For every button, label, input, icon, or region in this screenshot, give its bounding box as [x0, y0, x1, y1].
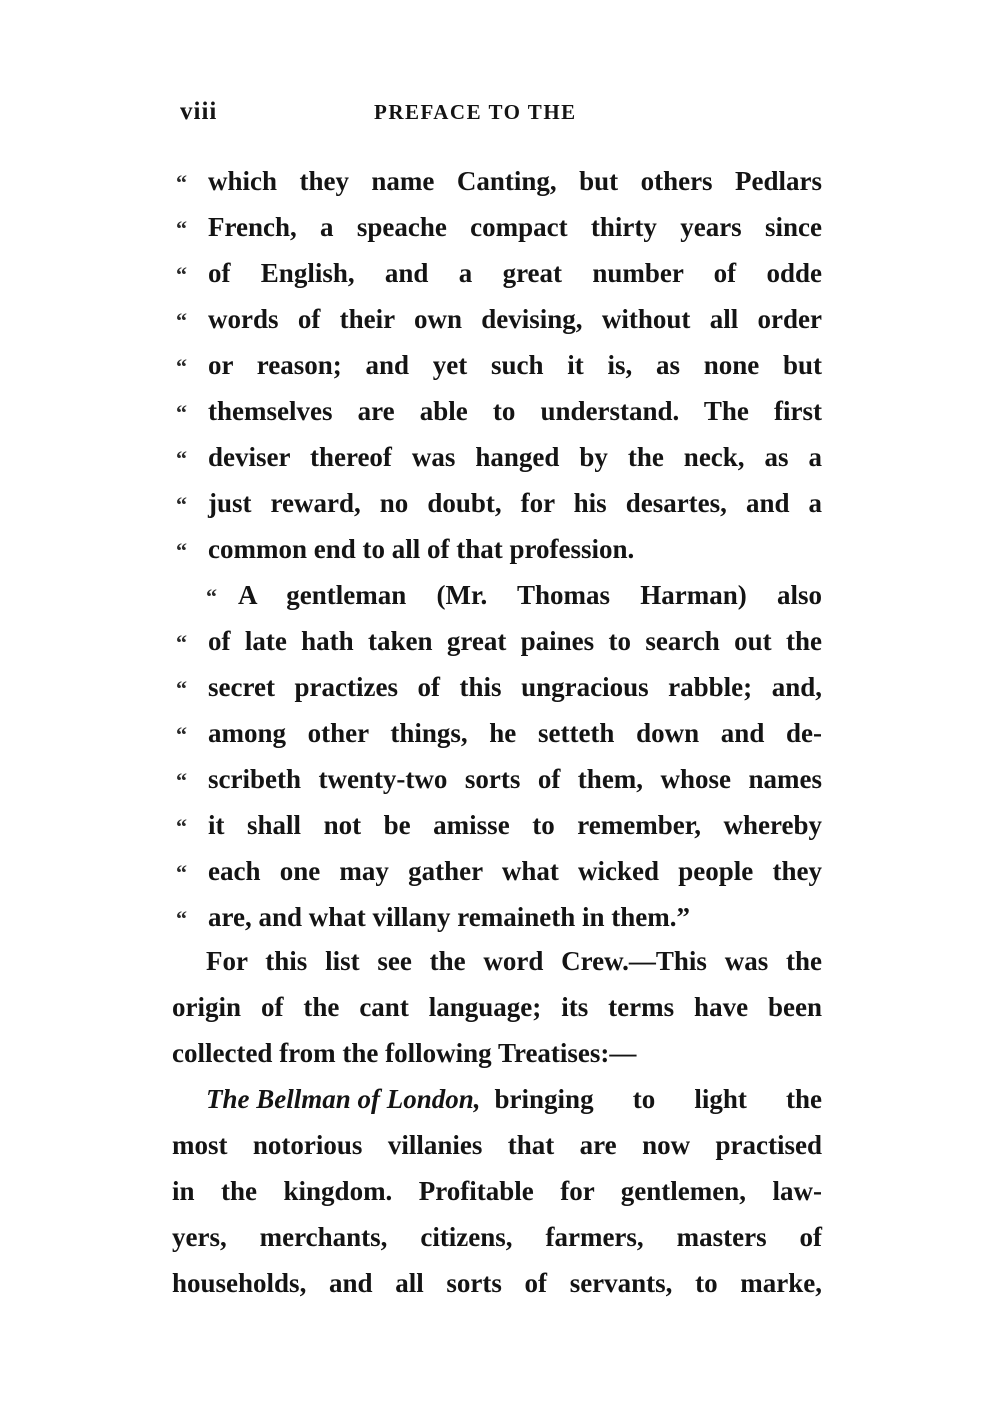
line-text: scribeth twenty-two sorts of them, whose names [208, 764, 822, 794]
text-line [172, 526, 822, 572]
line-text: most notorious villanies that are now practised [172, 1130, 822, 1160]
book-title: The Bellman of London, [206, 1084, 481, 1114]
paragraph-2 [172, 1076, 822, 1306]
text-line [172, 802, 822, 848]
line-text: or reason; and yet such it is, as none but [208, 350, 822, 380]
line-text: of English, and a great number of odde [208, 258, 822, 288]
line-text: bringing to light the [494, 1084, 822, 1114]
quote-mark: “ [176, 262, 187, 287]
quote-mark: “ [176, 814, 187, 839]
text-line [172, 848, 822, 894]
quote-mark: “ [176, 860, 187, 885]
running-head: PREFACE TO THE [374, 100, 577, 124]
text-line [172, 342, 822, 388]
page-header [172, 98, 822, 132]
text-line [172, 572, 822, 618]
line-text: French, a speache compact thirty years since [208, 212, 822, 242]
line-text: of late hath taken great paines to search out the [208, 626, 822, 656]
quote-mark: “ [176, 676, 187, 701]
text-line [172, 1214, 822, 1260]
text-line [172, 1168, 822, 1214]
quote-mark: “ [176, 308, 187, 333]
quote-block-1 [172, 158, 822, 572]
line-text: are, and what villany remaineth in them.” [208, 902, 691, 932]
text-line [172, 1076, 822, 1122]
text-line [172, 388, 822, 434]
quote-mark: “ [176, 170, 187, 195]
line-text: deviser thereof was hanged by the neck, as a [208, 442, 822, 472]
paragraph-1 [172, 938, 822, 1076]
quote-mark: “ [176, 538, 187, 563]
text-line [172, 250, 822, 296]
text-line [172, 1030, 822, 1076]
quote-mark: “ [176, 400, 187, 425]
line-text: just reward, no doubt, for his desartes, and a [208, 488, 822, 518]
text-line [172, 894, 822, 940]
text-line [172, 618, 822, 664]
line-text: among other things, he setteth down and de- [208, 718, 822, 748]
text-line [172, 480, 822, 526]
line-text: collected from the following Treatises:— [172, 1038, 637, 1068]
text-line [172, 296, 822, 342]
quote-mark: “ [176, 722, 187, 747]
page-number: viii [180, 98, 218, 125]
line-text: households, and all sorts of servants, to marke, [172, 1268, 822, 1298]
quote-mark: “ [176, 630, 187, 655]
text-line [172, 158, 822, 204]
text-line [172, 756, 822, 802]
text-line [172, 1122, 822, 1168]
text-line [172, 434, 822, 480]
quote-mark: “ [176, 446, 187, 471]
quote-block-2 [172, 572, 822, 940]
line-text: origin of the cant language; its terms have been [172, 992, 822, 1022]
line-text: in the kingdom. Profitable for gentlemen, law- [172, 1176, 822, 1206]
text-line [172, 984, 822, 1030]
text-line [172, 204, 822, 250]
text-line [172, 710, 822, 756]
text-line [172, 1260, 822, 1306]
line-text: A gentleman (Mr. Thomas Harman) also [238, 580, 822, 610]
line-text: words of their own devising, without all order [208, 304, 822, 334]
quote-mark: “ [176, 216, 187, 241]
quote-mark: “ [176, 492, 187, 517]
line-text: secret practizes of this ungracious rabble; and, [208, 672, 822, 702]
quote-mark: “ [176, 354, 187, 379]
line-text: For this list see the word Crew.—This was the [206, 946, 822, 976]
line-text: it shall not be amisse to remember, whereby [208, 810, 822, 840]
text-line [172, 664, 822, 710]
line-text: each one may gather what wicked people they [208, 856, 822, 886]
line-text: common end to all of that profession. [208, 534, 635, 564]
line-text: which they name Canting, but others Pedlars [208, 166, 822, 196]
text-line [172, 938, 822, 984]
quote-mark: “ [206, 584, 217, 609]
quote-mark: “ [176, 906, 187, 931]
line-text: themselves are able to understand. The first [208, 396, 822, 426]
line-text: yers, merchants, citizens, farmers, masters of [172, 1222, 822, 1252]
quote-mark: “ [176, 768, 187, 793]
